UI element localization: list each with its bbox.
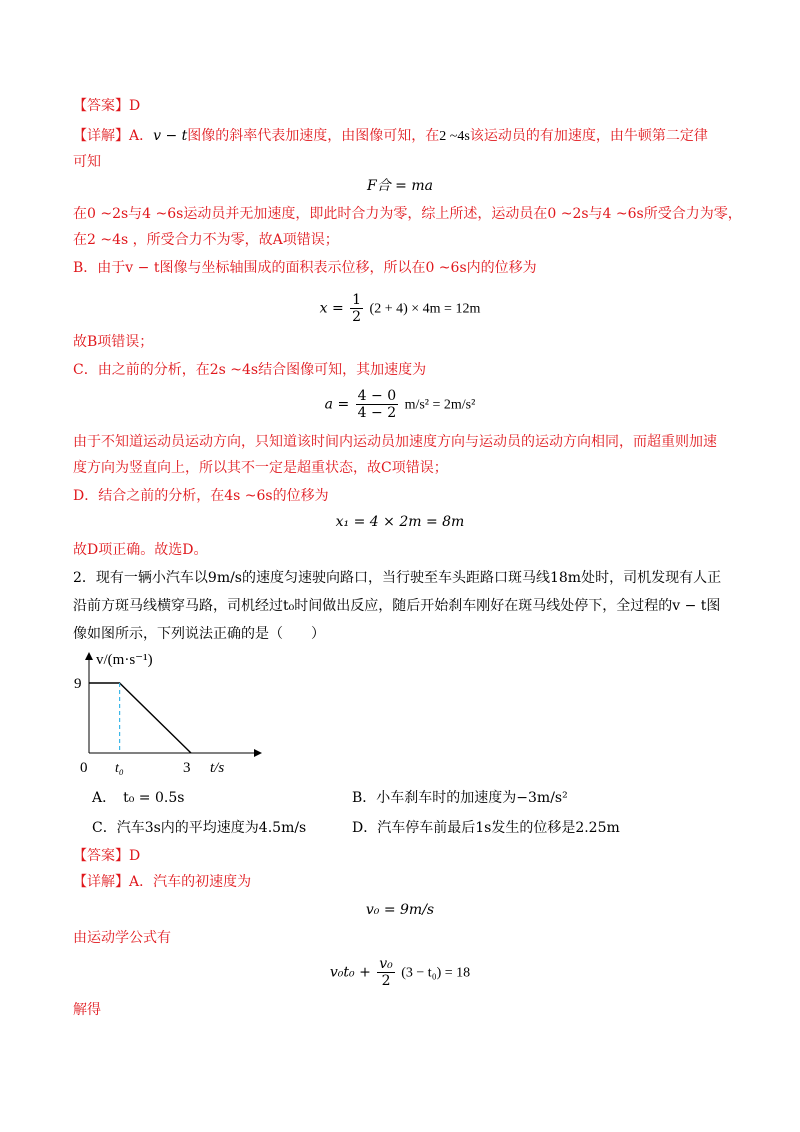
- q2-eq2-den: 2: [381, 973, 391, 989]
- q1-d-line1: D．结合之前的分析，在4s ~6s的位移为: [73, 488, 329, 504]
- q2-a-line3: 解得: [73, 1002, 101, 1018]
- q1-eq2-num: 1: [352, 292, 362, 308]
- q1-eq3-den: 4 − 2: [357, 405, 397, 421]
- q1-a-text2: 该运动员的有加速度，由牛顿第二定律: [469, 128, 708, 144]
- q1-a-text1: 图像的斜率代表加速度，由图像可知，在: [187, 128, 440, 144]
- q2-eq2-rhs: (3 − t₀) = 18: [401, 965, 471, 981]
- x-tick-label-3: 3: [183, 760, 191, 776]
- q1-c-line1: C．由之前的分析，在2s ~4s结合图像可知，其加速度为: [73, 362, 427, 378]
- y-tick-label-9: 9: [74, 676, 82, 692]
- q1-eq2-frac: [350, 292, 363, 325]
- q1-eq3-rhs: m/s² = 2m/s²: [404, 397, 476, 413]
- q2-detail-a-line1: [73, 872, 251, 892]
- q1-a-cont: 可知: [73, 154, 101, 170]
- q1-eq2-den: 2: [352, 309, 362, 325]
- q1-eq-newton: F合 = ma: [367, 178, 433, 194]
- q1-eq3-lhs: a =: [324, 396, 350, 413]
- q2-eq2-num: v₀: [379, 956, 393, 972]
- q1-detail-a-line1: [73, 126, 708, 147]
- q1-detail-head: 【详解】: [73, 128, 129, 144]
- q2-stem-line1: 2．现有一辆小汽车以9m/s的速度匀速驶向路口，当行驶至车头距路口斑马线18m处时，司机发现有人正: [73, 570, 722, 586]
- q1-eq2-rhs: (2 + 4) × 4m = 12m: [369, 301, 481, 317]
- q1-eq-acceleration: [0, 388, 800, 421]
- q2-answer: 【答案】D: [73, 848, 141, 864]
- q1-answer: 【答案】D: [73, 98, 141, 114]
- q1-a-label: A．: [129, 128, 154, 144]
- x-tick-label-t0: t₀: [115, 761, 124, 776]
- vt-chart: [60, 648, 270, 778]
- q1-vt-var: v − t: [153, 128, 188, 144]
- q1-c-line2: 由于不知道运动员运动方向，只知道该时间内运动员加速度方向与运动员的运动方向相同，而超重则加速: [73, 434, 717, 450]
- q1-d-line2: 故D项正确。故选D。: [73, 542, 208, 558]
- q2-eq2-lhs: v₀t₀ +: [329, 964, 371, 981]
- origin-label: 0: [80, 760, 88, 776]
- q1-b-line2: 故B项错误；: [73, 334, 154, 350]
- q1-a-line3: 在2 ~4s ，所受合力不为零，故A项错误；: [73, 232, 339, 248]
- q2-eq2-frac: [377, 956, 395, 989]
- vt-series-line: [89, 683, 191, 753]
- q2-option-d[interactable]: D．汽车停车前最后1s发生的位移是2.25m: [352, 820, 620, 836]
- q1-a-range: 2 ~4s: [439, 129, 470, 144]
- q2-stem-line2: 沿前方斑马线横穿马路，司机经过t₀时间做出反应，随后开始刹车刚好在斑马线处停下，全过程的v − t图: [73, 598, 721, 614]
- q1-c-line3: 度方向为竖直向上，所以其不一定是超重状态，故C项错误；: [73, 460, 448, 476]
- y-axis-label: v/(m·s⁻¹): [96, 652, 153, 668]
- q1-eq-displacement: [0, 292, 800, 325]
- q2-a-line2: 由运动学公式有: [73, 930, 171, 946]
- q1-eq3-num: 4 − 0: [357, 388, 397, 404]
- q1-a-line2: 在0 ~2s与4 ~6s运动员并无加速度，即此时合力为零，综上所述，运动员在0 ~2s与4 ~6s所受合力为零，: [73, 206, 742, 222]
- q1-eq2-lhs: x =: [319, 300, 344, 317]
- q2-detail-head: 【详解】: [73, 874, 129, 890]
- q1-eq-x1: x₁ = 4 × 2m = 8m: [335, 514, 465, 530]
- q2-option-a[interactable]: A． t₀ = 0.5s: [92, 790, 185, 806]
- q2-stem-line3: 像如图所示，下列说法正确的是（ ）: [73, 626, 325, 642]
- q1-eq3-frac: [356, 388, 398, 421]
- q2-a-text1: A．汽车的初速度为: [129, 874, 252, 890]
- q2-option-b[interactable]: B．小车刹车时的加速度为−3m/s²: [352, 790, 568, 806]
- x-axis-label: t/s: [210, 760, 225, 776]
- q2-option-c[interactable]: C．汽车3s内的平均速度为4.5m/s: [92, 820, 307, 836]
- q1-b-line1: B．由于v − t图像与坐标轴围成的面积表示位移，所以在0 ~6s内的位移为: [73, 260, 537, 276]
- q2-eq-kinematics: [0, 956, 800, 989]
- q2-eq-v0: v₀ = 9m/s: [365, 902, 435, 918]
